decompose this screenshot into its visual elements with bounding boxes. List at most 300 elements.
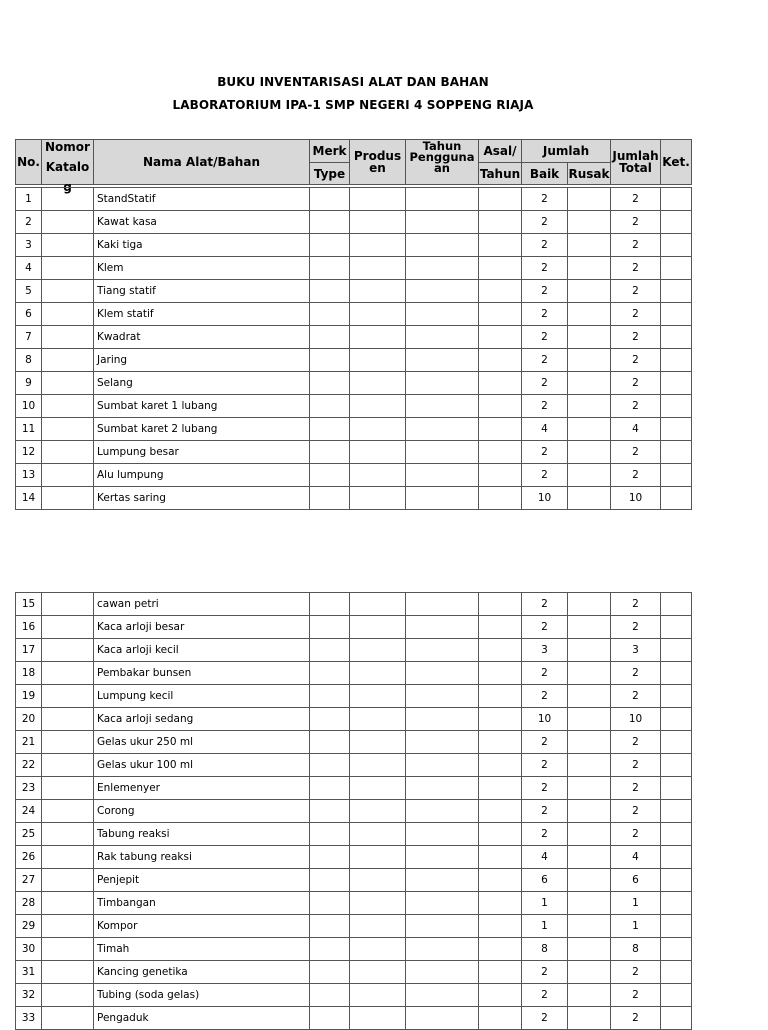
cell-asal-tahun (479, 326, 522, 349)
cell-merk-type (310, 754, 350, 777)
col-header-asal: Asal/ (479, 140, 522, 163)
cell-jumlah-total: 1 (611, 892, 661, 915)
table-row (16, 441, 692, 464)
cell-tahun-penggunaan (406, 984, 479, 1007)
cell-jumlah-total: 2 (611, 685, 661, 708)
col-header-type: Type (310, 163, 350, 185)
cell-ket (661, 395, 692, 418)
cell-asal-tahun (479, 639, 522, 662)
cell-no: 1 (16, 188, 42, 211)
cell-jumlah-total: 2 (611, 441, 661, 464)
cell-tahun-penggunaan (406, 349, 479, 372)
cell-baik: 2 (522, 349, 568, 372)
cell-baik: 2 (522, 984, 568, 1007)
cell-nomor-katalog (42, 823, 94, 846)
cell-ket (661, 961, 692, 984)
cell-ket (661, 616, 692, 639)
cell-no: 28 (16, 892, 42, 915)
cell-nama: Sumbat karet 2 lubang (94, 418, 310, 441)
col-header-produsen (350, 140, 406, 185)
cell-nomor-katalog (42, 754, 94, 777)
cell-jumlah-total: 2 (611, 800, 661, 823)
cell-merk-type (310, 418, 350, 441)
cell-rusak (568, 418, 611, 441)
cell-merk-type (310, 234, 350, 257)
table-row (16, 892, 692, 915)
cell-asal-tahun (479, 211, 522, 234)
col-header-tahun-penggunaan-text: Tahun Pengguna an (409, 139, 475, 175)
cell-rusak (568, 731, 611, 754)
cell-asal-tahun (479, 662, 522, 685)
cell-no: 19 (16, 685, 42, 708)
col-header-no: No. (16, 140, 42, 185)
cell-no: 16 (16, 616, 42, 639)
cell-produsen (350, 257, 406, 280)
cell-jumlah-total: 2 (611, 731, 661, 754)
cell-no: 26 (16, 846, 42, 869)
cell-produsen (350, 869, 406, 892)
cell-no: 18 (16, 662, 42, 685)
cell-jumlah-total: 6 (611, 869, 661, 892)
cell-produsen (350, 800, 406, 823)
cell-ket (661, 938, 692, 961)
cell-jumlah-total: 2 (611, 303, 661, 326)
cell-ket (661, 984, 692, 1007)
cell-no: 11 (16, 418, 42, 441)
cell-merk-type (310, 372, 350, 395)
cell-ket (661, 892, 692, 915)
cell-nomor-katalog (42, 639, 94, 662)
cell-no: 7 (16, 326, 42, 349)
cell-rusak (568, 800, 611, 823)
cell-produsen (350, 418, 406, 441)
cell-no: 24 (16, 800, 42, 823)
cell-produsen (350, 593, 406, 616)
cell-rusak (568, 372, 611, 395)
cell-baik: 1 (522, 915, 568, 938)
table-row (16, 211, 692, 234)
table-row (16, 915, 692, 938)
cell-rusak (568, 464, 611, 487)
cell-baik: 10 (522, 708, 568, 731)
cell-ket (661, 593, 692, 616)
cell-baik: 2 (522, 823, 568, 846)
cell-jumlah-total: 2 (611, 188, 661, 211)
cell-asal-tahun (479, 823, 522, 846)
cell-produsen (350, 372, 406, 395)
cell-rusak (568, 915, 611, 938)
cell-rusak (568, 662, 611, 685)
col-header-tahun-penggunaan (406, 140, 479, 185)
cell-rusak (568, 280, 611, 303)
cell-ket (661, 418, 692, 441)
table-row (16, 257, 692, 280)
cell-jumlah-total: 2 (611, 984, 661, 1007)
cell-ket (661, 685, 692, 708)
cell-no: 23 (16, 777, 42, 800)
cell-produsen (350, 234, 406, 257)
cell-nomor-katalog (42, 961, 94, 984)
cell-produsen (350, 211, 406, 234)
table-row (16, 869, 692, 892)
table-row (16, 395, 692, 418)
cell-jumlah-total: 2 (611, 777, 661, 800)
cell-asal-tahun (479, 961, 522, 984)
inventory-table-part-1 (15, 187, 692, 510)
cell-baik: 2 (522, 441, 568, 464)
cell-no: 6 (16, 303, 42, 326)
cell-no: 32 (16, 984, 42, 1007)
cell-rusak (568, 708, 611, 731)
cell-tahun-penggunaan (406, 280, 479, 303)
cell-asal-tahun (479, 800, 522, 823)
table-row (16, 303, 692, 326)
cell-nama: Klem statif (94, 303, 310, 326)
cell-jumlah-total: 2 (611, 372, 661, 395)
cell-produsen (350, 616, 406, 639)
cell-ket (661, 800, 692, 823)
cell-tahun-penggunaan (406, 685, 479, 708)
cell-jumlah-total: 2 (611, 593, 661, 616)
cell-nomor-katalog (42, 869, 94, 892)
cell-no: 15 (16, 593, 42, 616)
cell-nama: Kaki tiga (94, 234, 310, 257)
cell-baik: 2 (522, 188, 568, 211)
cell-ket (661, 188, 692, 211)
cell-tahun-penggunaan (406, 800, 479, 823)
cell-tahun-penggunaan (406, 464, 479, 487)
cell-rusak (568, 188, 611, 211)
cell-merk-type (310, 938, 350, 961)
cell-merk-type (310, 846, 350, 869)
cell-produsen (350, 662, 406, 685)
cell-baik: 2 (522, 731, 568, 754)
cell-baik: 4 (522, 418, 568, 441)
cell-baik: 2 (522, 464, 568, 487)
cell-merk-type (310, 487, 350, 510)
cell-asal-tahun (479, 593, 522, 616)
table-row (16, 961, 692, 984)
table-row (16, 800, 692, 823)
cell-nama: Rak tabung reaksi (94, 846, 310, 869)
cell-asal-tahun (479, 731, 522, 754)
cell-rusak (568, 211, 611, 234)
cell-merk-type (310, 303, 350, 326)
table-row (16, 846, 692, 869)
cell-nama: StandStatif (94, 188, 310, 211)
cell-no: 8 (16, 349, 42, 372)
cell-tahun-penggunaan (406, 754, 479, 777)
cell-jumlah-total: 2 (611, 211, 661, 234)
cell-no: 27 (16, 869, 42, 892)
cell-merk-type (310, 915, 350, 938)
cell-nama: Timbangan (94, 892, 310, 915)
cell-nama: Gelas ukur 100 ml (94, 754, 310, 777)
cell-nama: Kaca arloji besar (94, 616, 310, 639)
cell-asal-tahun (479, 777, 522, 800)
cell-asal-tahun (479, 892, 522, 915)
cell-merk-type (310, 593, 350, 616)
table-row (16, 593, 692, 616)
col-header-jumlah-total-text: Jumlah Total (612, 149, 659, 175)
cell-rusak (568, 303, 611, 326)
cell-tahun-penggunaan (406, 234, 479, 257)
cell-nama: Enlemenyer (94, 777, 310, 800)
cell-ket (661, 349, 692, 372)
cell-no: 22 (16, 754, 42, 777)
cell-nomor-katalog (42, 938, 94, 961)
cell-merk-type (310, 800, 350, 823)
cell-nomor-katalog (42, 800, 94, 823)
cell-nomor-katalog (42, 616, 94, 639)
cell-jumlah-total: 10 (611, 487, 661, 510)
cell-merk-type (310, 777, 350, 800)
cell-ket (661, 731, 692, 754)
cell-produsen (350, 731, 406, 754)
cell-tahun-penggunaan (406, 326, 479, 349)
cell-rusak (568, 395, 611, 418)
cell-nama: Selang (94, 372, 310, 395)
cell-nomor-katalog (42, 487, 94, 510)
table-row (16, 372, 692, 395)
cell-no: 12 (16, 441, 42, 464)
table-row (16, 487, 692, 510)
cell-nama: Pengaduk (94, 1007, 310, 1030)
cell-baik: 2 (522, 211, 568, 234)
cell-asal-tahun (479, 984, 522, 1007)
cell-baik: 6 (522, 869, 568, 892)
cell-merk-type (310, 685, 350, 708)
cell-asal-tahun (479, 441, 522, 464)
cell-nomor-katalog (42, 984, 94, 1007)
col-header-nama: Nama Alat/Bahan (94, 140, 310, 185)
cell-no: 10 (16, 395, 42, 418)
cell-asal-tahun (479, 915, 522, 938)
cell-ket (661, 639, 692, 662)
cell-merk-type (310, 464, 350, 487)
cell-tahun-penggunaan (406, 616, 479, 639)
cell-tahun-penggunaan (406, 892, 479, 915)
table-row (16, 685, 692, 708)
cell-no: 14 (16, 487, 42, 510)
cell-asal-tahun (479, 372, 522, 395)
cell-no: 20 (16, 708, 42, 731)
cell-asal-tahun (479, 280, 522, 303)
cell-tahun-penggunaan (406, 257, 479, 280)
cell-jumlah-total: 2 (611, 961, 661, 984)
cell-nomor-katalog (42, 303, 94, 326)
cell-ket (661, 464, 692, 487)
cell-no: 13 (16, 464, 42, 487)
cell-nama: Lumpung kecil (94, 685, 310, 708)
table-row (16, 708, 692, 731)
cell-nomor-katalog (42, 280, 94, 303)
cell-no: 33 (16, 1007, 42, 1030)
cell-jumlah-total: 4 (611, 846, 661, 869)
table-row (16, 464, 692, 487)
cell-rusak (568, 777, 611, 800)
cell-produsen (350, 1007, 406, 1030)
cell-ket (661, 662, 692, 685)
cell-merk-type (310, 731, 350, 754)
cell-nama: Kaca arloji kecil (94, 639, 310, 662)
cell-tahun-penggunaan (406, 869, 479, 892)
cell-ket (661, 846, 692, 869)
cell-nomor-katalog (42, 257, 94, 280)
cell-ket (661, 372, 692, 395)
cell-nama: Tiang statif (94, 280, 310, 303)
cell-nomor-katalog (42, 372, 94, 395)
cell-tahun-penggunaan (406, 731, 479, 754)
table-row (16, 938, 692, 961)
cell-nama: Klem (94, 257, 310, 280)
cell-rusak (568, 616, 611, 639)
cell-nama: Timah (94, 938, 310, 961)
cell-asal-tahun (479, 349, 522, 372)
cell-nomor-katalog (42, 1007, 94, 1030)
col-header-merk: Merk (310, 140, 350, 163)
cell-nama: Corong (94, 800, 310, 823)
cell-baik: 2 (522, 800, 568, 823)
cell-produsen (350, 464, 406, 487)
cell-merk-type (310, 708, 350, 731)
cell-no: 25 (16, 823, 42, 846)
cell-asal-tahun (479, 685, 522, 708)
cell-jumlah-total: 2 (611, 280, 661, 303)
col-header-ket: Ket. (661, 140, 692, 185)
cell-nomor-katalog (42, 662, 94, 685)
cell-rusak (568, 441, 611, 464)
cell-produsen (350, 303, 406, 326)
cell-rusak (568, 938, 611, 961)
cell-ket (661, 1007, 692, 1030)
cell-produsen (350, 915, 406, 938)
cell-rusak (568, 1007, 611, 1030)
col-header-nomor-katalog-text: Nomor Katalo g (45, 140, 90, 194)
cell-produsen (350, 188, 406, 211)
cell-asal-tahun (479, 464, 522, 487)
cell-rusak (568, 961, 611, 984)
cell-merk-type (310, 280, 350, 303)
table-row (16, 777, 692, 800)
cell-jumlah-total: 2 (611, 616, 661, 639)
cell-nomor-katalog (42, 326, 94, 349)
cell-tahun-penggunaan (406, 938, 479, 961)
cell-merk-type (310, 349, 350, 372)
cell-asal-tahun (479, 303, 522, 326)
cell-no: 21 (16, 731, 42, 754)
cell-nomor-katalog (42, 418, 94, 441)
cell-no: 9 (16, 372, 42, 395)
cell-jumlah-total: 2 (611, 234, 661, 257)
cell-tahun-penggunaan (406, 708, 479, 731)
cell-nomor-katalog (42, 846, 94, 869)
col-header-nomor-katalog (42, 140, 94, 194)
cell-tahun-penggunaan (406, 303, 479, 326)
cell-ket (661, 211, 692, 234)
cell-asal-tahun (479, 938, 522, 961)
cell-rusak (568, 869, 611, 892)
cell-nomor-katalog (42, 593, 94, 616)
cell-nomor-katalog (42, 234, 94, 257)
cell-rusak (568, 593, 611, 616)
cell-tahun-penggunaan (406, 777, 479, 800)
table-row (16, 418, 692, 441)
cell-produsen (350, 961, 406, 984)
cell-jumlah-total: 2 (611, 257, 661, 280)
cell-produsen (350, 349, 406, 372)
cell-ket (661, 303, 692, 326)
cell-produsen (350, 639, 406, 662)
cell-produsen (350, 708, 406, 731)
cell-no: 30 (16, 938, 42, 961)
cell-asal-tahun (479, 188, 522, 211)
cell-tahun-penggunaan (406, 1007, 479, 1030)
cell-jumlah-total: 2 (611, 823, 661, 846)
cell-rusak (568, 984, 611, 1007)
cell-ket (661, 280, 692, 303)
cell-produsen (350, 280, 406, 303)
cell-tahun-penggunaan (406, 188, 479, 211)
inventory-table-part-2 (15, 592, 692, 1030)
cell-no: 4 (16, 257, 42, 280)
cell-tahun-penggunaan (406, 372, 479, 395)
cell-baik: 2 (522, 303, 568, 326)
table-row (16, 280, 692, 303)
cell-tahun-penggunaan (406, 639, 479, 662)
cell-baik: 8 (522, 938, 568, 961)
cell-baik: 2 (522, 326, 568, 349)
table-row (16, 823, 692, 846)
cell-jumlah-total: 2 (611, 662, 661, 685)
cell-nama: cawan petri (94, 593, 310, 616)
cell-tahun-penggunaan (406, 395, 479, 418)
cell-rusak (568, 257, 611, 280)
cell-tahun-penggunaan (406, 487, 479, 510)
cell-baik: 2 (522, 662, 568, 685)
document-subtitle: LABORATORIUM IPA-1 SMP NEGERI 4 SOPPENG RIAJA (172, 98, 534, 112)
table-row (16, 639, 692, 662)
cell-tahun-penggunaan (406, 211, 479, 234)
cell-nama: Jaring (94, 349, 310, 372)
cell-jumlah-total: 2 (611, 1007, 661, 1030)
table-row (16, 754, 692, 777)
table-row (16, 326, 692, 349)
cell-merk-type (310, 395, 350, 418)
cell-merk-type (310, 441, 350, 464)
cell-nama: Tubing (soda gelas) (94, 984, 310, 1007)
table-row (16, 1007, 692, 1030)
cell-rusak (568, 846, 611, 869)
cell-merk-type (310, 1007, 350, 1030)
cell-baik: 2 (522, 593, 568, 616)
cell-jumlah-total: 10 (611, 708, 661, 731)
cell-merk-type (310, 326, 350, 349)
cell-asal-tahun (479, 754, 522, 777)
cell-baik: 2 (522, 372, 568, 395)
cell-baik: 2 (522, 777, 568, 800)
cell-jumlah-total: 8 (611, 938, 661, 961)
cell-baik: 2 (522, 616, 568, 639)
cell-rusak (568, 892, 611, 915)
cell-merk-type (310, 616, 350, 639)
cell-baik: 2 (522, 961, 568, 984)
cell-nama: Tabung reaksi (94, 823, 310, 846)
cell-produsen (350, 846, 406, 869)
cell-asal-tahun (479, 1007, 522, 1030)
cell-asal-tahun (479, 234, 522, 257)
cell-baik: 2 (522, 1007, 568, 1030)
